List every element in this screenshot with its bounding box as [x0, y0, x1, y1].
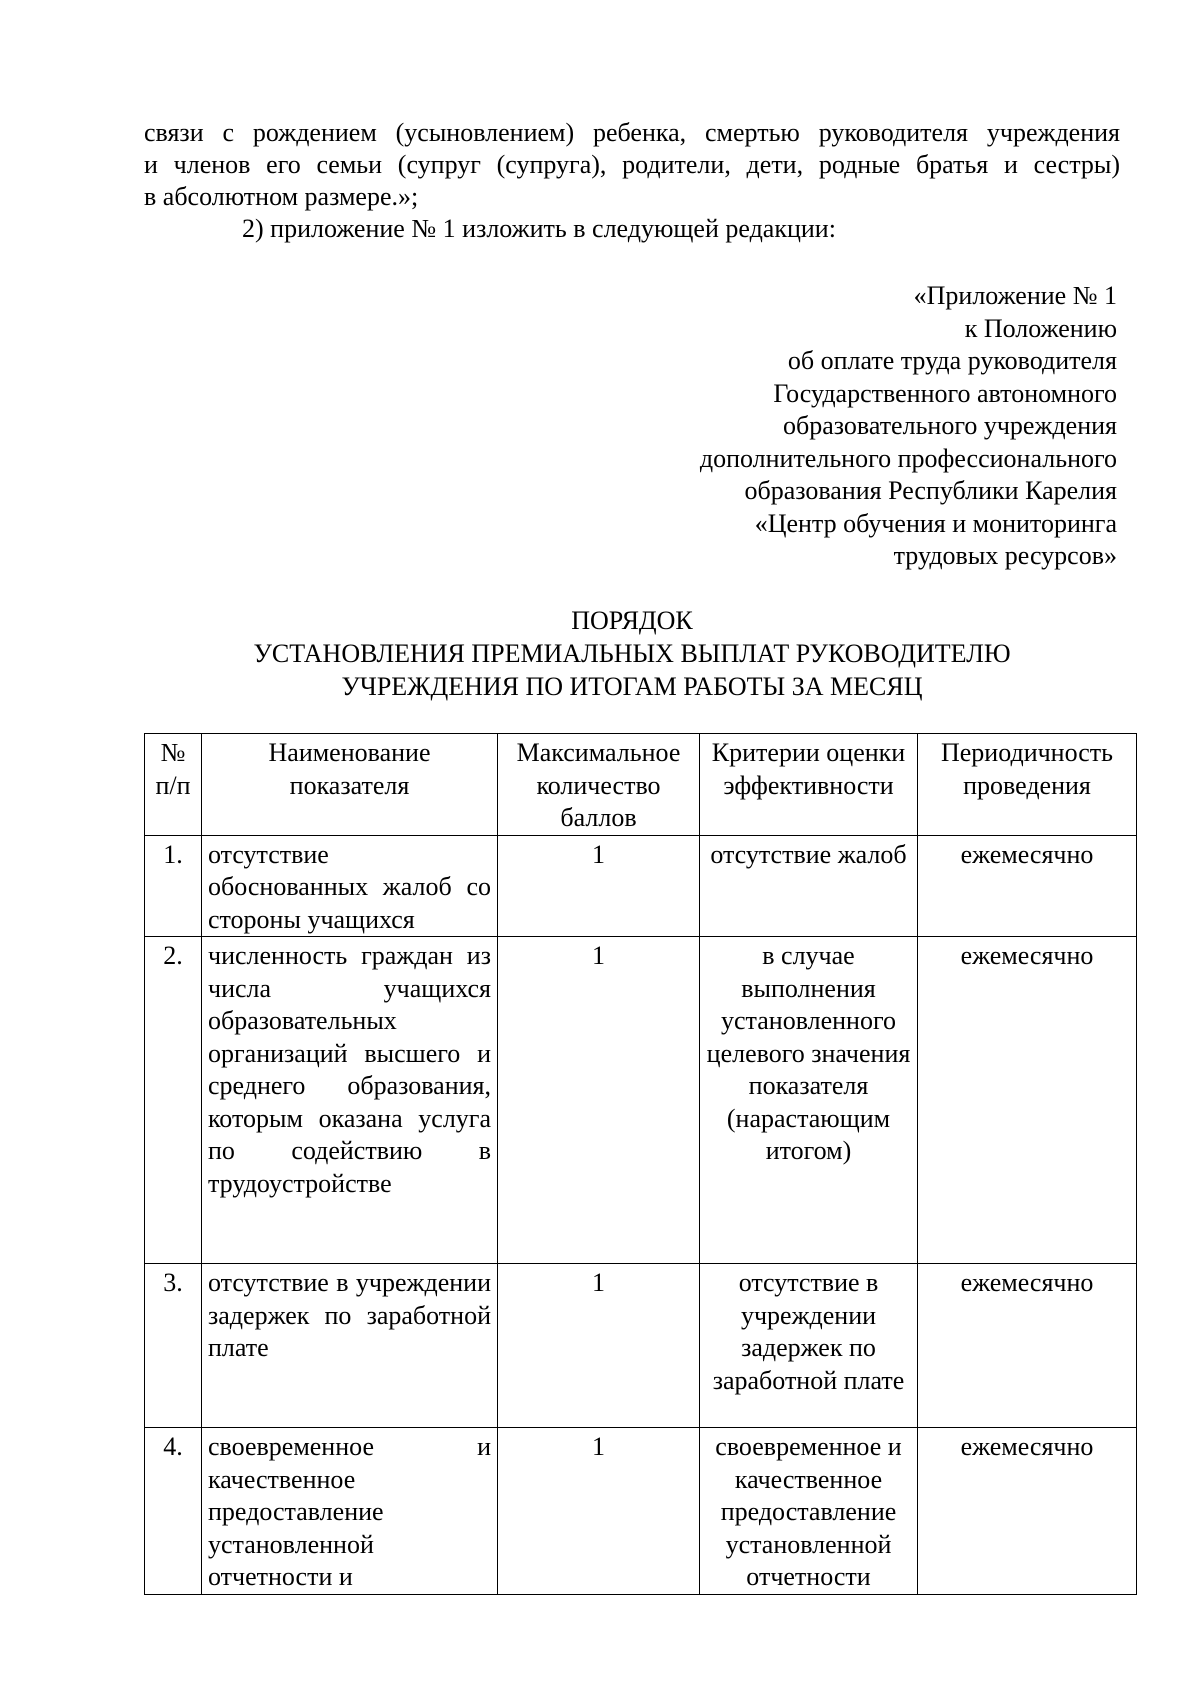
- cell-period: ежемесячно: [918, 937, 1137, 1264]
- cell-name: численность граждан из числа учащихся образовательных организаций высшего и среднего образования, которым оказана услуга по содействию в трудоустройстве: [202, 937, 498, 1264]
- cell-period: ежемесячно: [918, 1428, 1137, 1595]
- appendix-line: образования Республики Карелия: [744, 476, 1117, 505]
- cell-criteria: в случае выполнения установленного целевого значения показателя (нарастающим итогом): [700, 937, 918, 1264]
- appendix-line: «Приложение № 1: [913, 281, 1117, 310]
- cell-period: ежемесячно: [918, 1264, 1137, 1428]
- table-row: [145, 1264, 1137, 1428]
- cell-max: 1: [498, 937, 700, 1264]
- appendix-line: дополнительного профессионального: [699, 443, 1117, 473]
- title-line: УСТАНОВЛЕНИЯ ПРЕМИАЛЬНЫХ ВЫПЛАТ РУКОВОДИТЕЛЮ: [253, 639, 1011, 668]
- appendix-line: «Центр обучения и мониторинга: [754, 508, 1117, 538]
- cell-num: 2.: [145, 937, 202, 1264]
- cell-num: 1.: [145, 835, 202, 937]
- cell-num: 4.: [145, 1428, 202, 1595]
- appendix-line: трудовых ресурсов»: [893, 541, 1117, 570]
- intro-line: и членов его семьи (супруг (супруга), родители, дети, родные братья и сестры): [144, 150, 1120, 179]
- cell-period: ежемесячно: [918, 835, 1137, 937]
- appendix-line: образовательного учреждения: [783, 411, 1117, 440]
- cell-name: отсутствие обоснованных жалоб со стороны учащихся: [202, 835, 498, 937]
- cell-criteria: отсутствие жалоб: [700, 835, 918, 937]
- table-header-row: [145, 734, 1137, 836]
- bonus-criteria-table: [144, 733, 1137, 1595]
- title-line: ПОРЯДОК: [571, 606, 693, 635]
- cell-max: 1: [498, 1428, 700, 1595]
- cell-num: 3.: [145, 1264, 202, 1428]
- table-row: [145, 835, 1137, 937]
- header-num: № п/п: [145, 734, 202, 836]
- appendix-line: к Положению: [964, 313, 1117, 343]
- document-title: [144, 604, 1120, 703]
- title-line: УЧРЕЖДЕНИЯ ПО ИТОГАМ РАБОТЫ ЗА МЕСЯЦ: [341, 672, 923, 701]
- cell-name: своевременное и качественное предоставление установленной отчетности и: [202, 1428, 498, 1595]
- header-name: Наименование показателя: [202, 734, 498, 836]
- appendix-line: Государственного автономного: [773, 378, 1117, 408]
- header-max: Максимальное количество баллов: [498, 734, 700, 836]
- appendix-line: об оплате труда руководителя: [787, 346, 1117, 375]
- cell-max: 1: [498, 1264, 700, 1428]
- cell-max: 1: [498, 835, 700, 937]
- cell-name: отсутствие в учреждении задержек по заработной плате: [202, 1264, 498, 1428]
- intro-line: 2) приложение № 1 изложить в следующей редакции:: [242, 214, 836, 243]
- table-row: [145, 1428, 1137, 1595]
- cell-criteria: отсутствие в учреждении задержек по заработной плате: [700, 1264, 918, 1428]
- table-row: [145, 937, 1137, 1264]
- header-period: Периодичность проведения: [918, 734, 1137, 836]
- cell-criteria: своевременное и качественное предоставление установленной отчетности: [700, 1428, 918, 1595]
- intro-line: в абсолютном размере.»;: [144, 182, 419, 211]
- intro-line: связи с рождением (усыновлением) ребенка, смертью руководителя учреждения: [144, 118, 1120, 147]
- header-criteria: Критерии оценки эффективности: [700, 734, 918, 836]
- intro-text: [144, 117, 1120, 245]
- appendix-header: [700, 280, 1117, 573]
